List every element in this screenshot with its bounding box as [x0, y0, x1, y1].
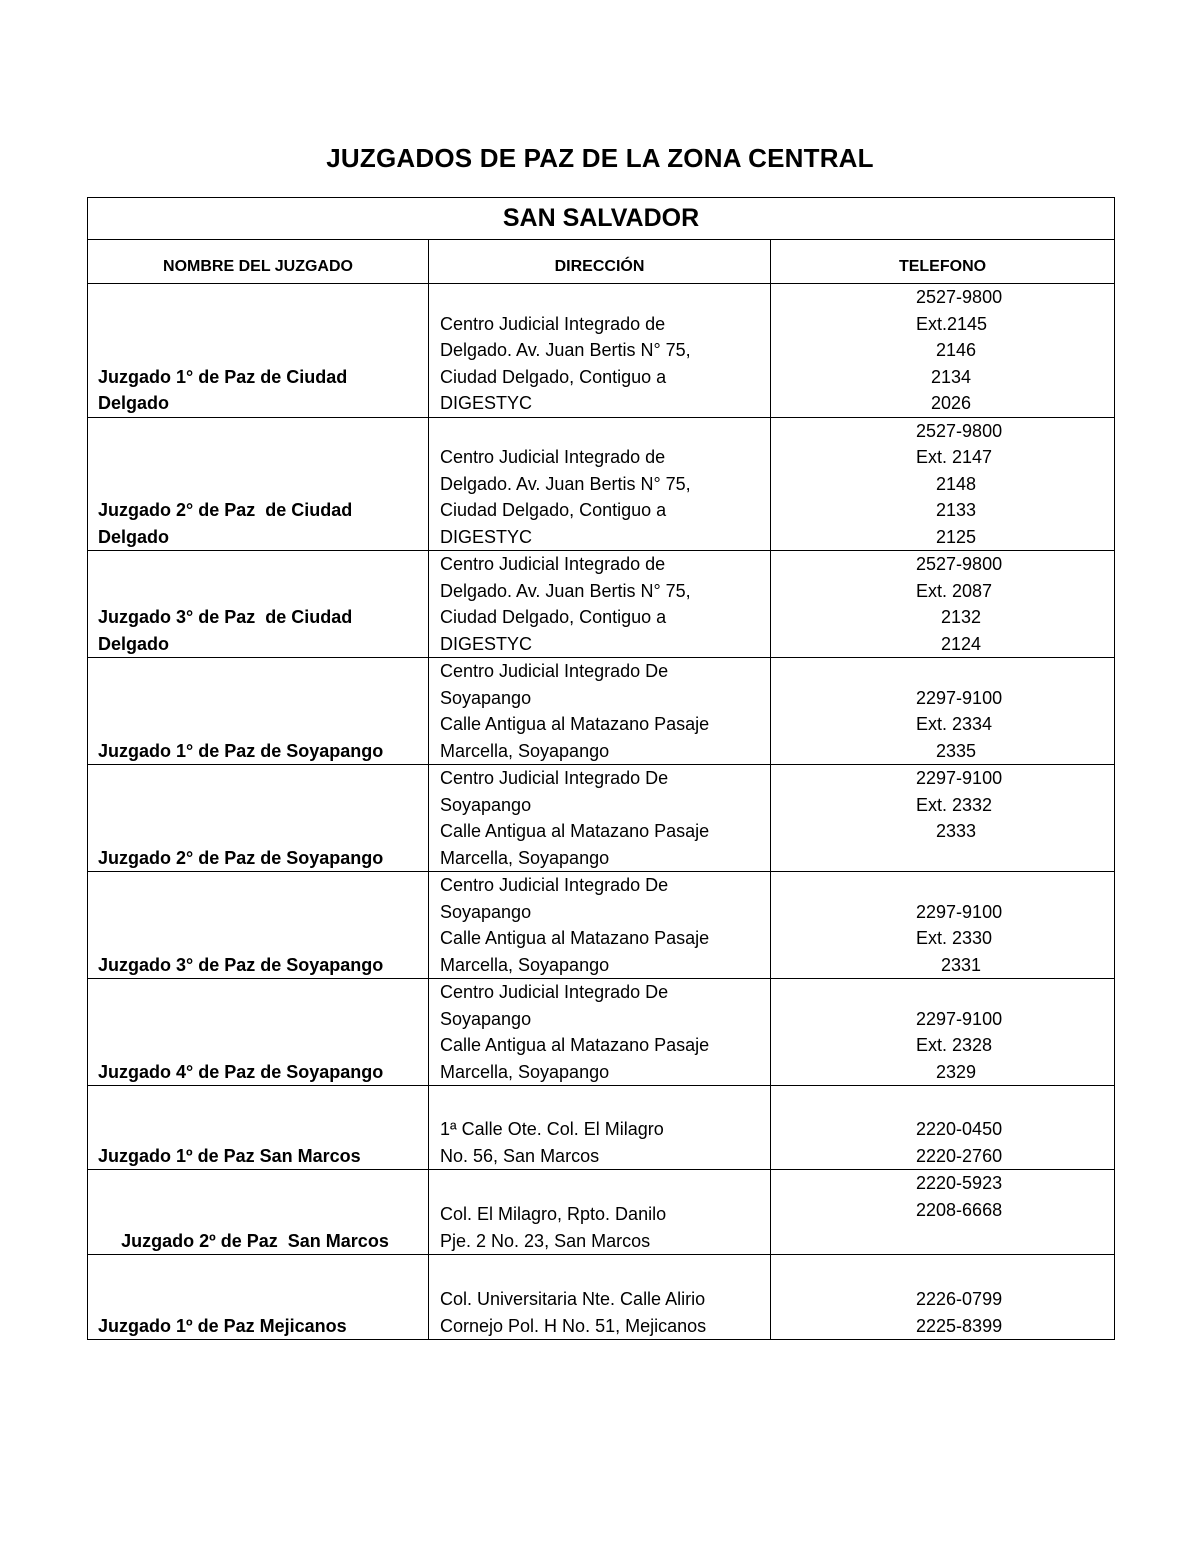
court-name-line: Juzgado 2° de Paz de Ciudad	[98, 500, 353, 520]
court-address-line: Cornejo Pol. H No. 51, Mejicanos	[440, 1315, 707, 1336]
court-phone-line: 2132	[896, 607, 982, 627]
table-row	[88, 284, 1115, 418]
court-address-line: Col. Universitaria Nte. Calle Alirio	[440, 1289, 706, 1309]
court-address-line: DIGESTYC	[440, 393, 533, 413]
court-address-line: Calle Antigua al Matazano Pasaje	[440, 821, 710, 841]
court-address-line: Delgado. Av. Juan Bertis N° 75,	[440, 473, 691, 494]
court-address-line: Pje. 2 No. 23, San Marcos	[440, 1230, 651, 1251]
column-header-phone: TELEFONO	[771, 240, 1115, 284]
table-row	[88, 551, 1115, 658]
court-phone-line: 2134	[896, 366, 972, 387]
table-row	[88, 1255, 1115, 1340]
column-header-row	[88, 240, 1115, 284]
court-address-line: Soyapango	[440, 687, 532, 708]
court-address-line: DIGESTYC	[440, 633, 533, 654]
court-name-cell	[88, 551, 429, 658]
court-address-line: Calle Antigua al Matazano Pasaje	[440, 1035, 710, 1055]
court-name-cell	[88, 1170, 429, 1255]
court-address-line: No. 56, San Marcos	[440, 1145, 600, 1166]
court-address-line: Centro Judicial Integrado De	[440, 661, 669, 681]
court-address-line: Centro Judicial Integrado de	[440, 554, 666, 574]
court-name-line: Juzgado 1° de Paz de Ciudad	[98, 366, 348, 387]
court-phone-line: 2297-9100	[896, 1008, 1003, 1029]
court-address-cell	[429, 1170, 771, 1255]
court-name-line: Juzgado 1° de Paz de Soyapango	[98, 740, 384, 761]
court-name-cell	[88, 979, 429, 1086]
court-address-cell	[429, 1086, 771, 1170]
court-phone-cell	[771, 872, 1115, 979]
table-row	[88, 872, 1115, 979]
courts-table	[87, 197, 1115, 1340]
court-phone-line: 2226-0799	[896, 1289, 1003, 1309]
court-phone-line: 2297-9100	[896, 768, 1003, 788]
court-address-line: Marcella, Soyapango	[440, 1061, 610, 1082]
column-header-name: NOMBRE DEL JUZGADO	[88, 240, 429, 284]
court-phone-line: 2329	[896, 1061, 977, 1082]
court-phone-cell	[771, 417, 1115, 551]
court-address-line: Centro Judicial Integrado de	[440, 313, 666, 334]
court-name-line: Juzgado 3° de Paz de Soyapango	[98, 954, 384, 975]
court-address-line: Marcella, Soyapango	[440, 740, 610, 761]
region-row	[88, 198, 1115, 240]
table-row	[88, 979, 1115, 1086]
court-phone-line: 2297-9100	[896, 687, 1003, 708]
court-phone-line: 2335	[896, 740, 977, 761]
court-name-cell	[88, 1255, 429, 1340]
court-phone-line: 2297-9100	[896, 901, 1003, 922]
court-phone-line: 2146	[896, 340, 977, 360]
court-name-line: Delgado	[98, 526, 170, 547]
court-phone-line: 2220-2760	[896, 1145, 1003, 1166]
court-address-cell	[429, 979, 771, 1086]
court-name-line: Juzgado 1º de Paz Mejicanos	[98, 1315, 347, 1336]
court-address-line: Soyapango	[440, 1008, 532, 1029]
court-name-line: Juzgado 4° de Paz de Soyapango	[98, 1061, 384, 1082]
court-address-line: Centro Judicial Integrado De	[440, 768, 669, 788]
court-phone-line: Ext. 2328	[896, 1035, 993, 1055]
court-name-line: Delgado	[98, 633, 170, 654]
court-phone-cell	[771, 1086, 1115, 1170]
court-phone-line: 2527-9800	[896, 420, 1003, 441]
court-phone-line: Ext. 2330	[896, 928, 993, 948]
court-phone-line: 2125	[896, 526, 977, 547]
court-name-cell	[88, 284, 429, 418]
court-name-cell	[88, 417, 429, 551]
court-phone-line: Ext. 2087	[896, 580, 993, 601]
court-address-line: Delgado. Av. Juan Bertis N° 75,	[440, 340, 691, 360]
court-phone-cell	[771, 1170, 1115, 1255]
court-address-cell	[429, 417, 771, 551]
court-phone-line: Ext. 2147	[896, 447, 993, 467]
court-address-line: Centro Judicial Integrado de	[440, 447, 666, 467]
region-heading: SAN SALVADOR	[88, 198, 1115, 240]
court-name-line: Juzgado 3° de Paz de Ciudad	[98, 607, 353, 627]
court-address-cell	[429, 658, 771, 765]
table-row	[88, 1170, 1115, 1255]
court-address-cell	[429, 284, 771, 418]
court-address-line: Col. El Milagro, Rpto. Danilo	[440, 1204, 667, 1224]
court-phone-line: Ext.2145	[896, 313, 988, 334]
court-phone-cell	[771, 658, 1115, 765]
court-address-cell	[429, 872, 771, 979]
court-address-line: Ciudad Delgado, Contiguo a	[440, 500, 667, 520]
court-phone-line: Ext. 2332	[896, 794, 993, 815]
court-address-line: Calle Antigua al Matazano Pasaje	[440, 928, 710, 948]
court-address-line: 1ª Calle Ote. Col. El Milagro	[440, 1119, 664, 1139]
court-phone-line: 2124	[896, 633, 982, 654]
court-phone-line: 2148	[896, 473, 977, 494]
court-phone-line: 2133	[896, 500, 977, 520]
court-address-line: Marcella, Soyapango	[440, 954, 610, 975]
court-name-line: Juzgado 1º de Paz San Marcos	[98, 1145, 361, 1166]
table-body	[88, 284, 1115, 1340]
court-address-line: Soyapango	[440, 901, 532, 922]
court-phone-cell	[771, 284, 1115, 418]
court-phone-line: 2208-6668	[896, 1199, 1003, 1220]
court-phone-cell	[771, 765, 1115, 872]
court-phone-line: 2026	[896, 393, 972, 413]
table-row	[88, 1086, 1115, 1170]
court-address-line: Centro Judicial Integrado De	[440, 982, 669, 1002]
table-row	[88, 658, 1115, 765]
court-name-line: Juzgado 2° de Paz de Soyapango	[98, 847, 384, 868]
court-phone-line: 2220-5923	[896, 1173, 1003, 1193]
page-title: JUZGADOS DE PAZ DE LA ZONA CENTRAL	[326, 143, 874, 173]
court-name-line: Juzgado 2º de Paz San Marcos	[121, 1230, 389, 1251]
court-phone-line: 2220-0450	[896, 1119, 1003, 1139]
column-header-address: DIRECCIÓN	[429, 240, 771, 284]
court-name-line: Delgado	[98, 393, 170, 413]
court-phone-line: 2527-9800	[896, 287, 1003, 307]
court-name-cell	[88, 765, 429, 872]
court-phone-line: Ext. 2334	[896, 714, 993, 734]
court-address-line: Calle Antigua al Matazano Pasaje	[440, 714, 710, 734]
court-address-line: Delgado. Av. Juan Bertis N° 75,	[440, 580, 691, 601]
court-address-line: Marcella, Soyapango	[440, 847, 610, 868]
court-name-cell	[88, 1086, 429, 1170]
court-phone-cell	[771, 551, 1115, 658]
table-row	[88, 765, 1115, 872]
court-name-cell	[88, 872, 429, 979]
court-address-line: DIGESTYC	[440, 526, 533, 547]
court-phone-line: 2225-8399	[896, 1315, 1003, 1336]
court-phone-line: 2333	[896, 821, 977, 841]
court-phone-cell	[771, 979, 1115, 1086]
court-address-cell	[429, 765, 771, 872]
court-phone-line: 2331	[896, 954, 982, 975]
court-phone-line: 2527-9800	[896, 554, 1003, 574]
court-address-line: Soyapango	[440, 794, 532, 815]
court-address-line: Ciudad Delgado, Contiguo a	[440, 366, 667, 387]
court-address-line: Centro Judicial Integrado De	[440, 875, 669, 895]
court-phone-cell	[771, 1255, 1115, 1340]
court-address-cell	[429, 1255, 771, 1340]
court-name-cell	[88, 658, 429, 765]
court-address-cell	[429, 551, 771, 658]
table-row	[88, 417, 1115, 551]
court-address-line: Ciudad Delgado, Contiguo a	[440, 607, 667, 627]
